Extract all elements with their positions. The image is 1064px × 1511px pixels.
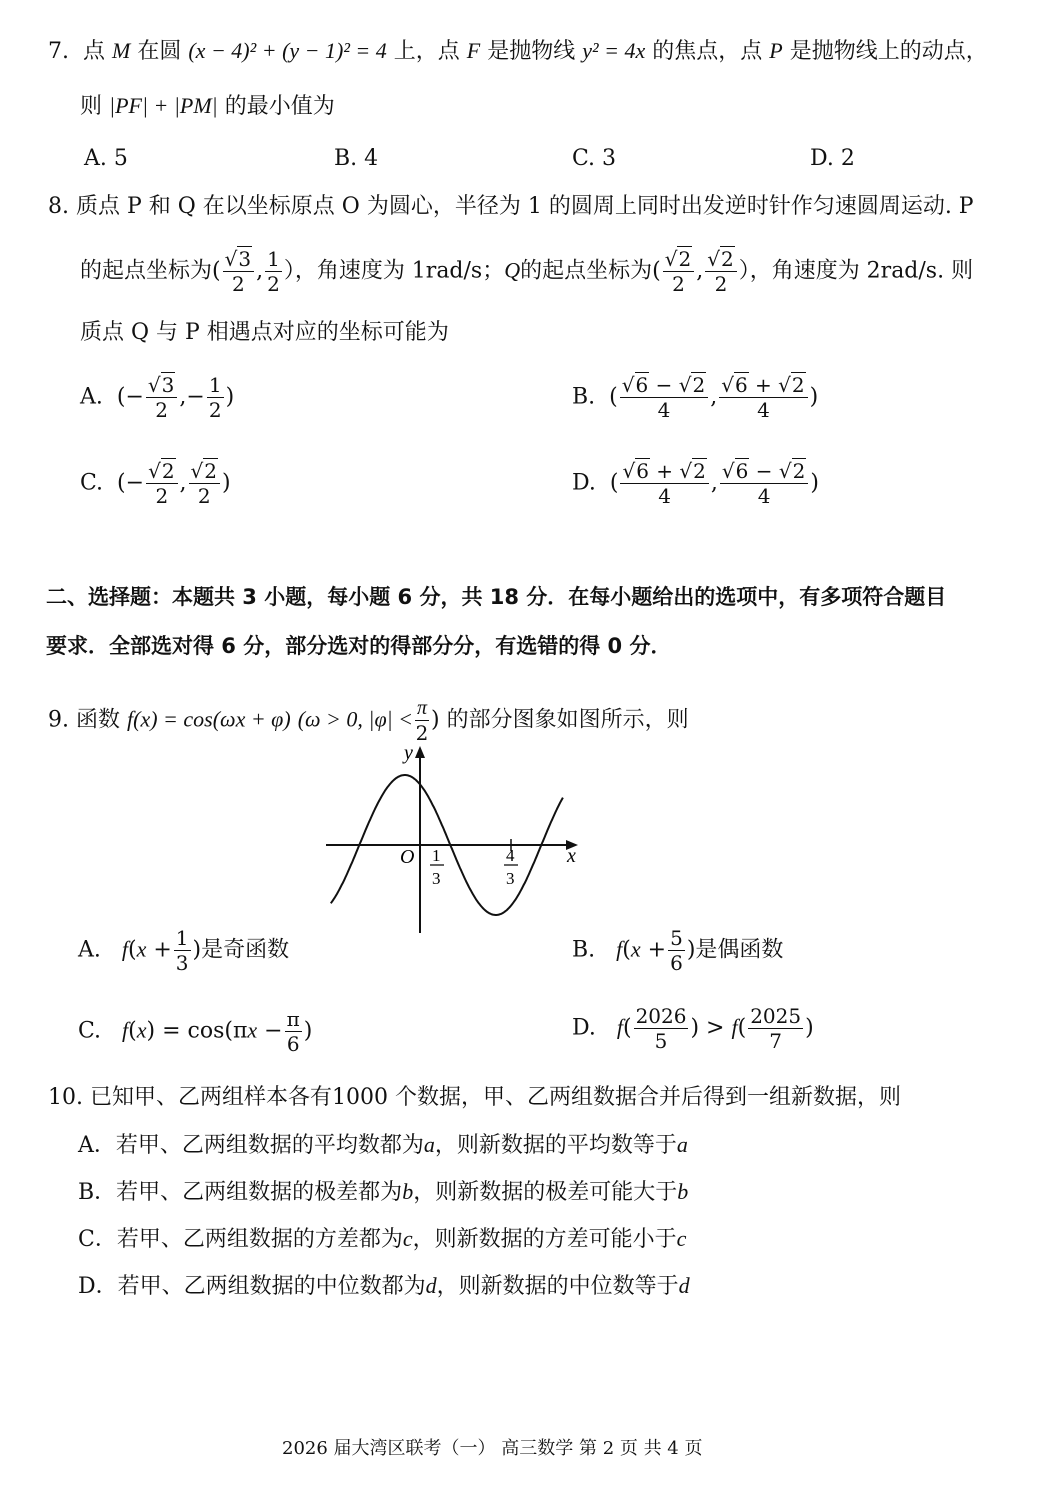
circle-equation: (x − 4)² + (y − 1)² = 4: [188, 38, 387, 63]
q7-line1: 7. 点 M 在圆 (x − 4)² + (y − 1)² = 4 上，点 F 是抛物线 y² = 4x 的焦点，点 P 是抛物线上的动点，: [48, 38, 988, 64]
q9-stem: 9. 函数 f(x) = cos(ωx + φ) (ω > 0, |φ| < $\frac{\pi}{2}$ ) 的部分图象如图所示，则: [48, 697, 689, 745]
q10-option-a: A．若甲、乙两组数据的平均数都为a，则新数据的平均数等于a: [78, 1132, 688, 1158]
tick-label-1-3-den: 3: [432, 869, 441, 888]
q7-option-b: B. 4: [334, 146, 379, 171]
p-start-x: $\frac{√3}{2}$: [223, 248, 254, 295]
q7-line2: 则 |PF| + |PM| 的最小值为: [80, 93, 335, 119]
parabola-equation: y² = 4x: [582, 38, 646, 63]
y-axis-arrow-icon: [415, 746, 425, 758]
q8-option-c: C. (− $\frac{√2}{2}$ , $\frac{√2}{2}$ ): [80, 459, 231, 508]
q8-option-b: B. ( $\frac{√6 - √2}{4}$ , $\frac{√6 + √2}{4}$ ): [572, 373, 819, 422]
q8-option-d: D. ( $\frac{√6 + √2}{4}$ , $\frac{√6 - √2}{4}$ ): [572, 459, 819, 508]
q7-option-c: C. 3: [572, 146, 617, 171]
tick-label-4-3-den: 3: [506, 869, 515, 888]
q9-option-d: D. f( $\frac{2026}{5}$ ) > f( $\frac{2025}{7}$ ): [572, 1004, 814, 1053]
q10-stem: 10. 已知甲、乙两组样本各有1000 个数据，甲、乙两组数据合并后得到一组新数据，则: [48, 1085, 901, 1110]
q8-line2: 的起点坐标为( $\frac{√3}{2}$ , $\frac{1}{2}$ ），角速度为 1rad/s；Q的起点坐标为( $\frac{√2}{2}$ , $\frac{√2}{2}$ ），角速度为 2rad/s. 则: [80, 247, 974, 296]
q9-option-c: C. f(x) = cos(πx − $\frac{\pi}{6}$ ): [78, 1007, 313, 1056]
q7-option-d: D. 2: [810, 146, 855, 171]
section2-line2: 要求．全部选对得 6 分，部分选对的得部分分，有选错的得 0 分．: [46, 634, 672, 658]
q9-option-a: A. f(x + $\frac{1}{3}$ )是奇函数: [78, 926, 290, 975]
p-start-y: $\frac{1}{2}$: [267, 247, 280, 296]
q10-option-c: C．若甲、乙两组数据的方差都为c，则新数据的方差可能小于c: [78, 1226, 687, 1252]
origin-label: O: [400, 846, 415, 868]
x-axis-label: x: [567, 845, 576, 867]
y-axis-label: y: [404, 742, 413, 764]
q8-line3: 质点 Q 与 P 相遇点对应的坐标可能为: [80, 320, 449, 345]
q-start-x: $\frac{√2}{2}$: [663, 248, 694, 295]
page-footer: 2026 届大湾区联考（一） 高三数学 第 2 页 共 4 页: [282, 1438, 703, 1459]
q8-line1: 8. 质点 P 和 Q 在以坐标原点 O 为圆心，半径为 1 的圆周上同时出发逆时针作匀速圆周运动. P: [48, 194, 974, 219]
q8-option-a: A. (− $\frac{√3}{2}$ ,− $\frac{1}{2}$ ): [80, 373, 235, 422]
function-definition: f(x) = cos(ωx + φ): [127, 706, 291, 732]
tick-label-1-3-num: 1: [432, 846, 441, 865]
q9-option-b: B. f(x + $\frac{5}{6}$ )是偶函数: [572, 926, 784, 975]
q-start-y: $\frac{√2}{2}$: [705, 248, 736, 295]
section2-line1: 二、选择题：本题共 3 小题，每小题 6 分，共 18 分．在每小题给出的选项中，有多项符合题目: [46, 585, 947, 609]
distance-expression: |PF| + |PM|: [109, 93, 218, 118]
tick-label-4-3-num: 4: [506, 846, 515, 865]
cosine-graph: [320, 738, 590, 938]
q10-option-d: D．若甲、乙两组数据的中位数都为d，则新数据的中位数等于d: [78, 1273, 690, 1299]
q7-option-a: A. 5: [84, 146, 128, 171]
q10-option-b: B．若甲、乙两组数据的极差都为b，则新数据的极差可能大于b: [78, 1179, 689, 1205]
